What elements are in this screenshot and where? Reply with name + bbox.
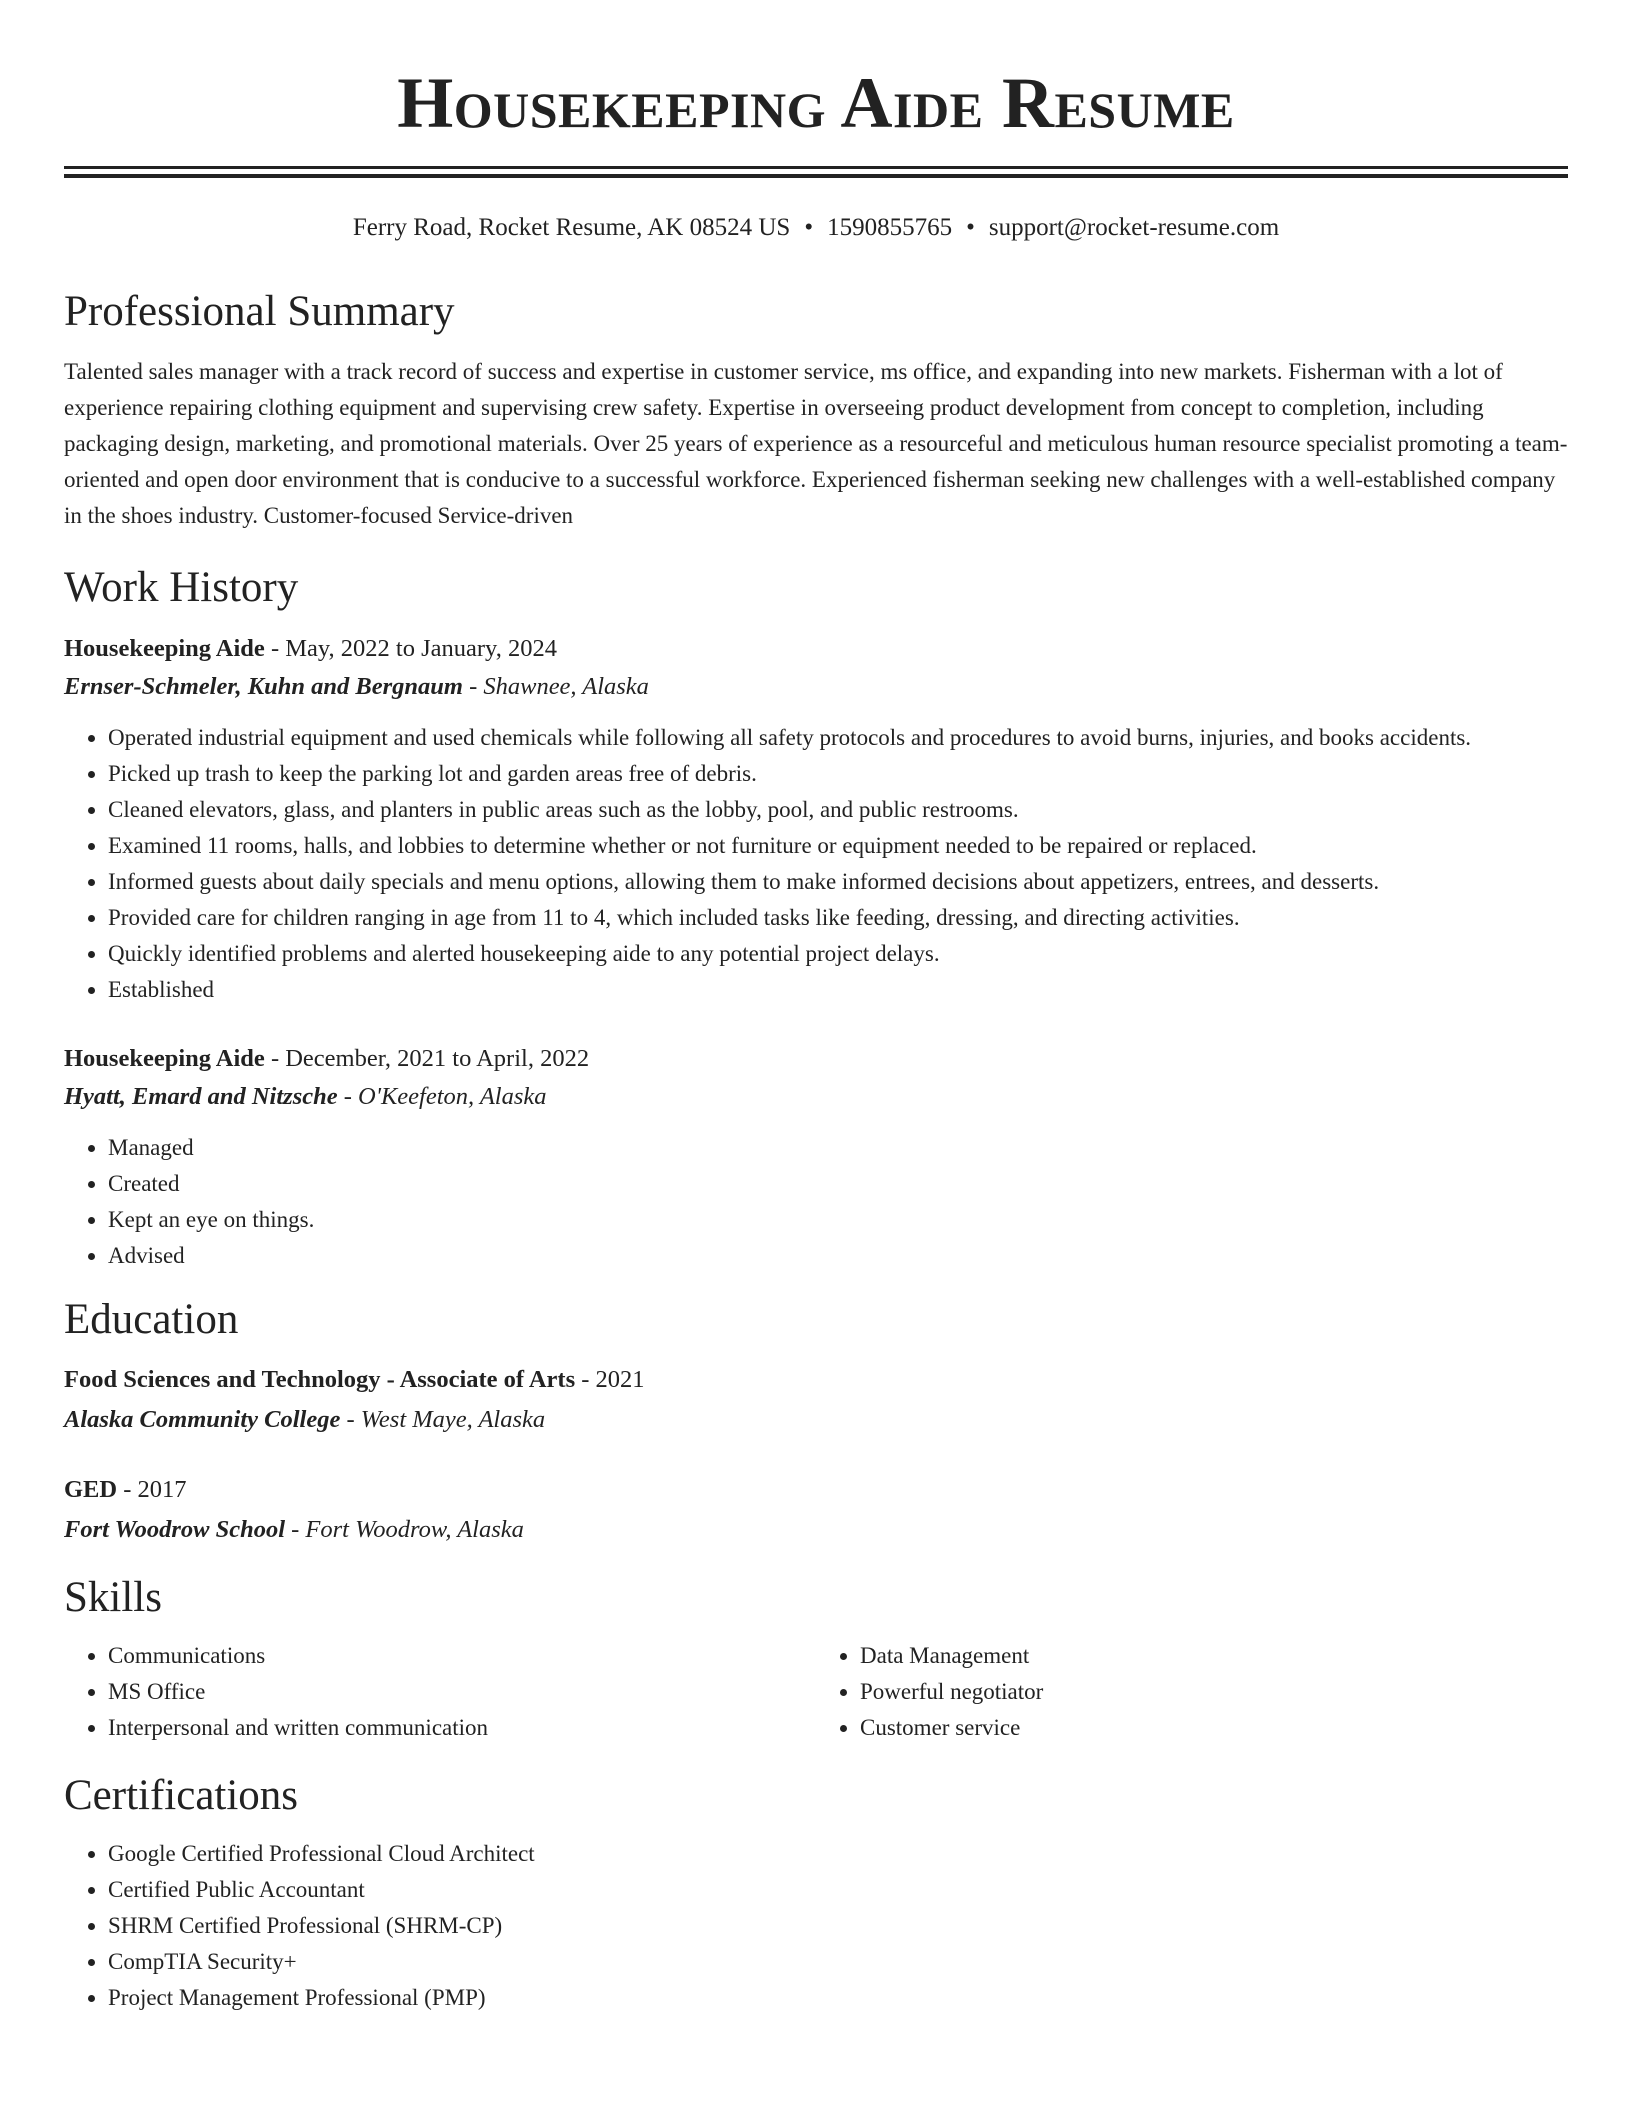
job-company: Ernser-Schmeler, Kuhn and Bergnaum — [64, 673, 463, 700]
list-item: • MS Office — [108, 1674, 816, 1710]
job-dates: - May, 2022 to January, 2024 — [264, 635, 557, 662]
job-title: Housekeeping Aide — [64, 635, 265, 662]
education-degree: GED — [64, 1476, 118, 1503]
education-school-line — [64, 1510, 1568, 1550]
list-item: • Managed — [108, 1130, 1568, 1166]
list-item: • Data Management — [860, 1638, 1568, 1674]
summary-text: Talented sales manager with a track record of success and expertise in customer service, ms office, and expanding into new markets. Fisherman with a lot of experience repairing clothing equipment and supervising crew safety. Expertise in overseeing product development from concept to completion, including packaging design, marketing, and promotional materials. Over 25 years of experience as a resourceful and meticulous human resource specialist promoting a team-oriented and open door environment that is conducive to a successful workforce. Experienced fisherman seeking new challenges with a well-established company in the shoes industry. Customer-focused Service-driven — [64, 359, 1568, 528]
certifications-list — [64, 1836, 1568, 2016]
certifications-section — [64, 1770, 1568, 2016]
education-location: - Fort Woodrow, Alaska — [285, 1516, 524, 1543]
education-year: - 2021 — [575, 1366, 645, 1393]
job-title: Housekeeping Aide — [64, 1045, 265, 1072]
skills-column-left — [64, 1638, 816, 1746]
job-title-line — [64, 1040, 1568, 1078]
summary-section — [64, 286, 1568, 534]
education-school: Alaska Community College — [64, 1406, 341, 1433]
list-item: • SHRM Certified Professional (SHRM-CP) — [108, 1908, 1568, 1944]
list-item: • Examined 11 rooms, halls, and lobbies to determine whether or not furniture or equipment needed to be repaired or replaced. — [108, 828, 1568, 864]
contact-line — [64, 212, 1568, 244]
job-company-line — [64, 1078, 1568, 1116]
job-bullets — [64, 720, 1568, 1008]
skills-column-right — [816, 1638, 1568, 1746]
list-item: • Certified Public Accountant — [108, 1872, 1568, 1908]
contact-separator: • — [966, 214, 975, 241]
resume-title: Housekeeping Aide Resume — [397, 63, 1235, 143]
list-item: • Created — [108, 1166, 1568, 1202]
job-company: Hyatt, Emard and Nitzsche — [64, 1083, 338, 1110]
education-degree-line — [64, 1360, 1568, 1400]
job-entry — [64, 1040, 1568, 1274]
education-location: - West Maye, Alaska — [340, 1406, 546, 1433]
job-entry — [64, 630, 1568, 1008]
job-location: - O'Keefeton, Alaska — [337, 1083, 547, 1110]
list-item: • Quickly identified problems and alerted housekeeping aide to any potential project delays. — [108, 936, 1568, 972]
skills-heading: Skills — [64, 1574, 162, 1621]
list-item: • Operated industrial equipment and used chemicals while following all safety protocols and procedures to avoid burns, injuries, and books accidents. — [108, 720, 1568, 756]
list-item: • Interpersonal and written communication — [108, 1710, 816, 1746]
job-bullets — [64, 1130, 1568, 1274]
job-dates: - December, 2021 to April, 2022 — [264, 1045, 590, 1072]
list-item: • Advised — [108, 1238, 1568, 1274]
title-divider — [64, 166, 1568, 178]
education-school: Fort Woodrow School — [64, 1516, 286, 1543]
contact-address: Ferry Road, Rocket Resume, AK 08524 US — [352, 214, 791, 241]
education-degree-line — [64, 1470, 1568, 1510]
education-heading: Education — [64, 1296, 239, 1343]
contact-phone: 1590855765 — [827, 214, 953, 241]
list-item: • Established — [108, 972, 1568, 1008]
work-history-section — [64, 562, 1568, 1274]
education-school-line — [64, 1400, 1568, 1440]
job-company-line — [64, 668, 1568, 706]
list-item: • Cleaned elevators, glass, and planters in public areas such as the lobby, pool, and public restrooms. — [108, 792, 1568, 828]
list-item: • Customer service — [860, 1710, 1568, 1746]
contact-email: support@rocket-resume.com — [988, 214, 1280, 241]
skills-section — [64, 1572, 1568, 1746]
summary-heading: Professional Summary — [64, 288, 455, 335]
job-location: - Shawnee, Alaska — [462, 673, 649, 700]
education-degree: Food Sciences and Technology - Associate of Arts — [64, 1366, 576, 1393]
list-item: • Picked up trash to keep the parking lot and garden areas free of debris. — [108, 756, 1568, 792]
contact-separator: • — [804, 214, 814, 241]
certifications-heading: Certifications — [64, 1772, 299, 1819]
list-item: • Communications — [108, 1638, 816, 1674]
education-section — [64, 1294, 1568, 1550]
list-item: • Provided care for children ranging in age from 11 to 4, which included tasks like feeding, dressing, and directing activities. — [108, 900, 1568, 936]
list-item: • Kept an eye on things. — [108, 1202, 1568, 1238]
list-item: • Google Certified Professional Cloud Architect — [108, 1836, 1568, 1872]
resume-page — [64, 0, 1568, 2016]
skills-grid — [64, 1638, 1568, 1746]
education-year: - 2017 — [117, 1476, 187, 1503]
education-entry — [64, 1360, 1568, 1440]
list-item: • Project Management Professional (PMP) — [108, 1980, 1568, 2016]
list-item: • Powerful negotiator — [860, 1674, 1568, 1710]
work-history-heading: Work History — [64, 564, 299, 611]
education-entry — [64, 1470, 1568, 1550]
job-title-line — [64, 630, 1568, 668]
list-item: • Informed guests about daily specials and menu options, allowing them to make informed decisions about appetizers, entrees, and desserts. — [108, 864, 1568, 900]
list-item: • CompTIA Security+ — [108, 1944, 1568, 1980]
